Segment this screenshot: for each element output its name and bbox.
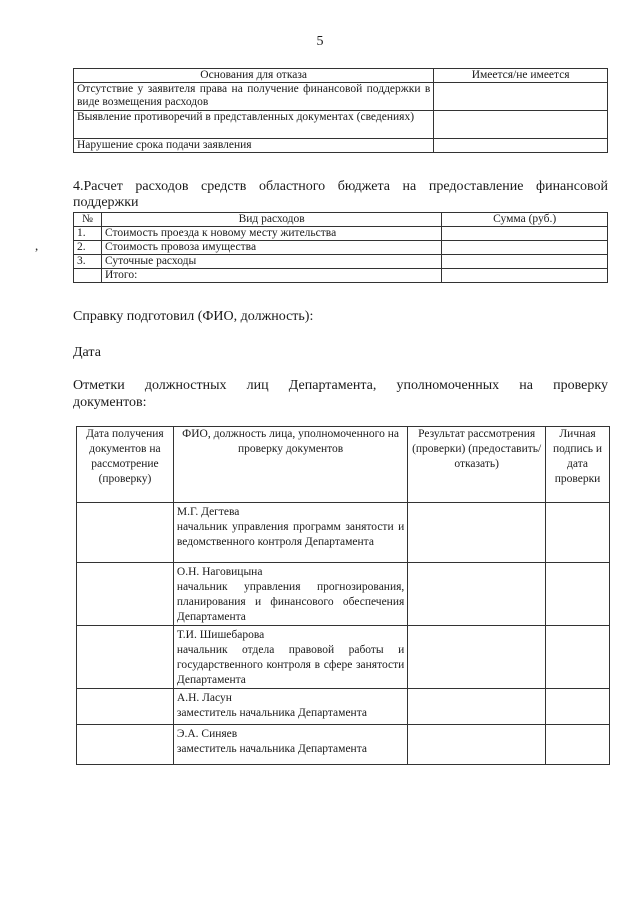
marks-heading-line-2: документов: xyxy=(73,395,147,410)
amount-cell[interactable] xyxy=(442,269,608,283)
page-number: 5 xyxy=(316,34,324,49)
column-header: Результат рассмотрения (проверки) (предоставить/отказать) xyxy=(408,427,546,503)
amount-cell[interactable] xyxy=(442,227,608,241)
table-row xyxy=(74,255,608,269)
signature-cell[interactable] xyxy=(546,689,610,725)
date-received-cell[interactable] xyxy=(77,689,174,725)
official-position: начальник отдела правовой работы и государственного контроля в сфере занятости Департамента xyxy=(176,644,405,686)
official-cell xyxy=(173,725,407,765)
official-cell xyxy=(173,563,407,626)
date-received-cell[interactable] xyxy=(77,563,174,626)
table-row xyxy=(77,503,610,563)
official-cell xyxy=(173,689,407,725)
result-cell[interactable] xyxy=(408,626,546,689)
signature-cell[interactable] xyxy=(546,725,610,765)
row-number: 2. xyxy=(74,241,102,255)
table-header-row xyxy=(77,427,610,503)
expense-label: Стоимость провоза имущества xyxy=(101,241,441,255)
table-header-row xyxy=(74,213,608,227)
section-4-heading: 4.Расчет расходов средств областного бюджета на предоставление финансовой поддержки xyxy=(73,179,608,210)
table-row xyxy=(74,241,608,255)
official-name: Т.И. Шишебарова xyxy=(176,629,265,641)
presence-cell[interactable] xyxy=(434,111,608,139)
row-number xyxy=(74,269,102,283)
signature-cell[interactable] xyxy=(546,563,610,626)
official-cell xyxy=(173,626,407,689)
table-row xyxy=(77,689,610,725)
table-row xyxy=(74,269,608,283)
table-row xyxy=(74,83,608,111)
stray-mark: , xyxy=(35,238,39,253)
refusal-reason: Отсутствие у заявителя права на получение финансовой поддержки в виде возмещения расходов xyxy=(74,83,434,111)
expense-label: Итого: xyxy=(101,269,441,283)
column-header: Основания для отказа xyxy=(74,69,434,83)
table-row xyxy=(77,563,610,626)
signature-cell[interactable] xyxy=(546,626,610,689)
result-cell[interactable] xyxy=(408,725,546,765)
column-header: Вид расходов xyxy=(101,213,441,227)
expense-label: Суточные расходы xyxy=(101,255,441,269)
row-number: 1. xyxy=(74,227,102,241)
refusal-reason: Нарушение срока подачи заявления xyxy=(74,139,434,153)
official-cell xyxy=(173,503,407,563)
column-header: Личная подпись и дата проверки xyxy=(546,427,610,503)
table-header-row xyxy=(74,69,608,83)
date-received-cell[interactable] xyxy=(77,626,174,689)
table-row xyxy=(74,227,608,241)
refusal-reasons-table xyxy=(73,68,608,153)
table-row xyxy=(77,626,610,689)
table-row xyxy=(74,111,608,139)
date-received-cell[interactable] xyxy=(77,725,174,765)
prepared-by-label: Справку подготовил (ФИО, должность): xyxy=(73,309,314,324)
refusal-reason: Выявление противоречий в представленных документах (сведениях) xyxy=(74,111,434,139)
column-header: Дата получения документов на рассмотрение (проверку) xyxy=(77,427,174,503)
result-cell[interactable] xyxy=(408,689,546,725)
official-name: М.Г. Дегтева xyxy=(176,506,240,518)
officials-table xyxy=(76,426,610,765)
table-row xyxy=(77,725,610,765)
official-position: начальник управления прогнозирования, планирования и финансового обеспечения Департамента xyxy=(176,581,405,623)
column-header: Имеется/не имеется xyxy=(434,69,608,83)
result-cell[interactable] xyxy=(408,503,546,563)
official-position: заместитель начальника Департамента xyxy=(176,743,367,755)
column-header: ФИО, должность лица, уполномоченного на проверку документов xyxy=(173,427,407,503)
result-cell[interactable] xyxy=(408,563,546,626)
presence-cell[interactable] xyxy=(434,139,608,153)
official-name: Э.А. Синяев xyxy=(176,728,238,740)
table-row xyxy=(74,139,608,153)
column-header: Сумма (руб.) xyxy=(442,213,608,227)
amount-cell[interactable] xyxy=(442,241,608,255)
marks-heading xyxy=(73,377,608,411)
date-label: Дата xyxy=(73,345,101,360)
signature-cell[interactable] xyxy=(546,503,610,563)
official-name: А.Н. Ласун xyxy=(176,692,232,704)
expense-label: Стоимость проезда к новому месту жительства xyxy=(101,227,441,241)
official-position: начальник управления программ занятости и ведомственного контроля Департамента xyxy=(176,521,405,548)
expense-table xyxy=(73,212,608,283)
official-position: заместитель начальника Департамента xyxy=(176,707,367,719)
marks-heading-line-1: Отметки должностных лиц Департамента, уполномоченных на проверку xyxy=(73,378,608,393)
row-number: 3. xyxy=(74,255,102,269)
amount-cell[interactable] xyxy=(442,255,608,269)
column-header: № xyxy=(74,213,102,227)
date-received-cell[interactable] xyxy=(77,503,174,563)
presence-cell[interactable] xyxy=(434,83,608,111)
official-name: О.Н. Наговицына xyxy=(176,566,263,578)
